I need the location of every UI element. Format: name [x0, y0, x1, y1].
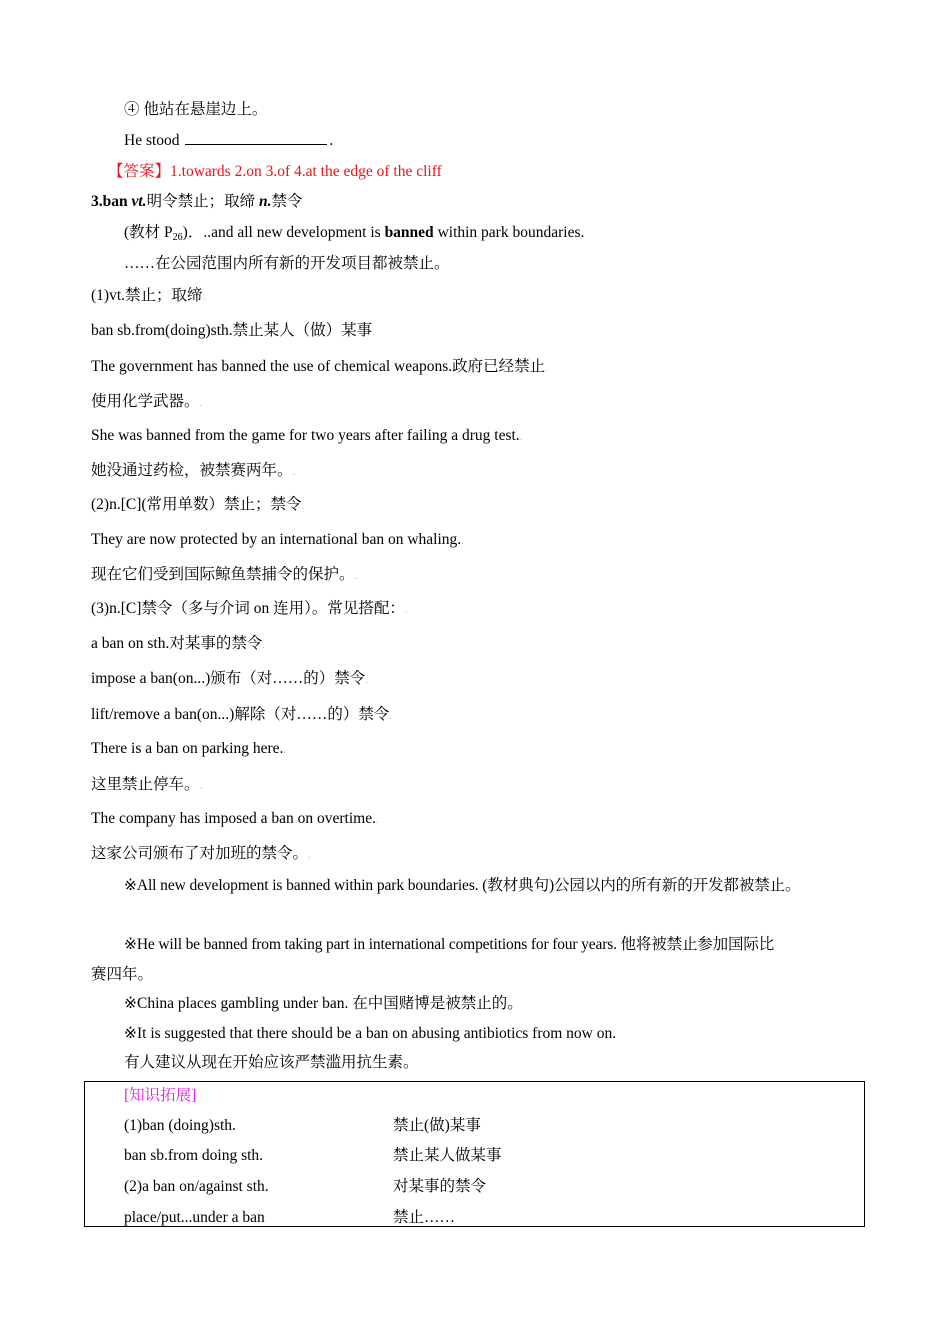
entry-heading [91, 191, 302, 213]
line-16: 这家公司颁布了对加班的禁令。. [91, 845, 311, 862]
answer-prefix: He stood [124, 132, 180, 149]
line-2: The government has banned the use of chemical weapons.政府已经禁止. [91, 358, 548, 375]
box-row-1-en: (1)ban (doing)sth. [124, 1117, 236, 1134]
line-7: They are now protected by an international ban on whaling.. [91, 531, 464, 548]
line-3: 使用化学武器。. [91, 393, 203, 410]
textbook-sentence [124, 222, 584, 249]
answer-key [108, 161, 442, 183]
answer-suffix: . [329, 132, 334, 149]
box-title: [知识拓展] [124, 1087, 197, 1104]
line-12: lift/remove a ban(on...)解除（对……的）禁令. [91, 706, 392, 723]
entry-meaning-verb: 明令禁止；取缔 [146, 193, 256, 210]
textbook-page: 26 [172, 232, 183, 243]
example-3: ※China places gambling under ban. 在中国赌博是被禁止的。 [124, 995, 523, 1012]
line-5: 她没通过药检，被禁赛两年。. [91, 462, 296, 479]
entry-pos-verb: vt. [131, 193, 147, 210]
box-row-4-cn: 禁止…… [393, 1209, 456, 1226]
line-1: ban sb.from(doing)sth.禁止某人（做）某事. [91, 322, 375, 339]
box-row-2-cn: 禁止某人做某事 [393, 1147, 502, 1164]
box-row-3-cn: 对某事的禁令 [393, 1178, 487, 1195]
box-row-3-en: (2)a ban on/against sth. [124, 1178, 269, 1195]
line-15: The company has imposed a ban on overtime.. [91, 810, 379, 827]
entry-meaning-noun: 禁令 [271, 193, 303, 210]
line-13: There is a ban on parking here.. [91, 740, 286, 757]
line-10: a ban on sth.对某事的禁令. [91, 635, 265, 652]
example-2-line-1: ※He will be banned from taking part in international competitions for four years. 他将被禁止参加国际比 [124, 936, 775, 953]
line-9: (3)n.[C]禁令（多与介词 on 连用）。常见搭配：. [91, 600, 408, 617]
question-4-answer-line [124, 130, 333, 152]
line-6: (2)n.[C](常用单数）禁止；禁令. [91, 496, 305, 513]
line-4: She was banned from the game for two years after failing a drug test.. [91, 427, 523, 444]
example-2-line-2: 赛四年。 [91, 966, 154, 983]
line-14: 这里禁止停车。. [91, 776, 203, 793]
knowledge-extension-box [84, 1081, 865, 1227]
example-4-translation: 有人建议从现在开始应该严禁滥用抗生素。 [124, 1054, 419, 1071]
answer-label: 【答案】 [108, 163, 171, 180]
example-1: ※All new development is banned within park boundaries. (教材典句)公园以内的所有新的开发都被禁止。 [124, 877, 801, 894]
textbook-text-1: )．..and all new development is [182, 224, 385, 241]
answer-blank [185, 130, 327, 145]
entry-word: 3.ban [91, 193, 128, 210]
box-row-1-cn: 禁止(做)某事 [393, 1117, 481, 1134]
answer-text: 1.towards 2.on 3.of 4.at the edge of the cliff [170, 163, 442, 180]
box-row-4-en: place/put...under a ban [124, 1209, 265, 1226]
example-4: ※It is suggested that there should be a ban on abusing antibiotics from now on. [124, 1025, 617, 1042]
textbook-translation: ……在公园范围内所有新的开发项目都被禁止。 [124, 255, 450, 272]
textbook-ref: (教材 P [124, 224, 173, 241]
box-row-2-en: ban sb.from doing sth. [124, 1147, 264, 1164]
textbook-text-2: within park boundaries. [433, 224, 585, 241]
line-11: impose a ban(on...)颁布（对……的）禁令. [91, 670, 368, 687]
entry-pos-noun: n. [258, 193, 272, 210]
line-0: (1)vt.禁止；取缔. [91, 287, 206, 304]
line-8: 现在它们受到国际鲸鱼禁捕令的保护。. [91, 566, 358, 583]
textbook-bold-word: banned [384, 224, 434, 241]
question-4-prompt: ④ 他站在悬崖边上。 [124, 101, 268, 118]
